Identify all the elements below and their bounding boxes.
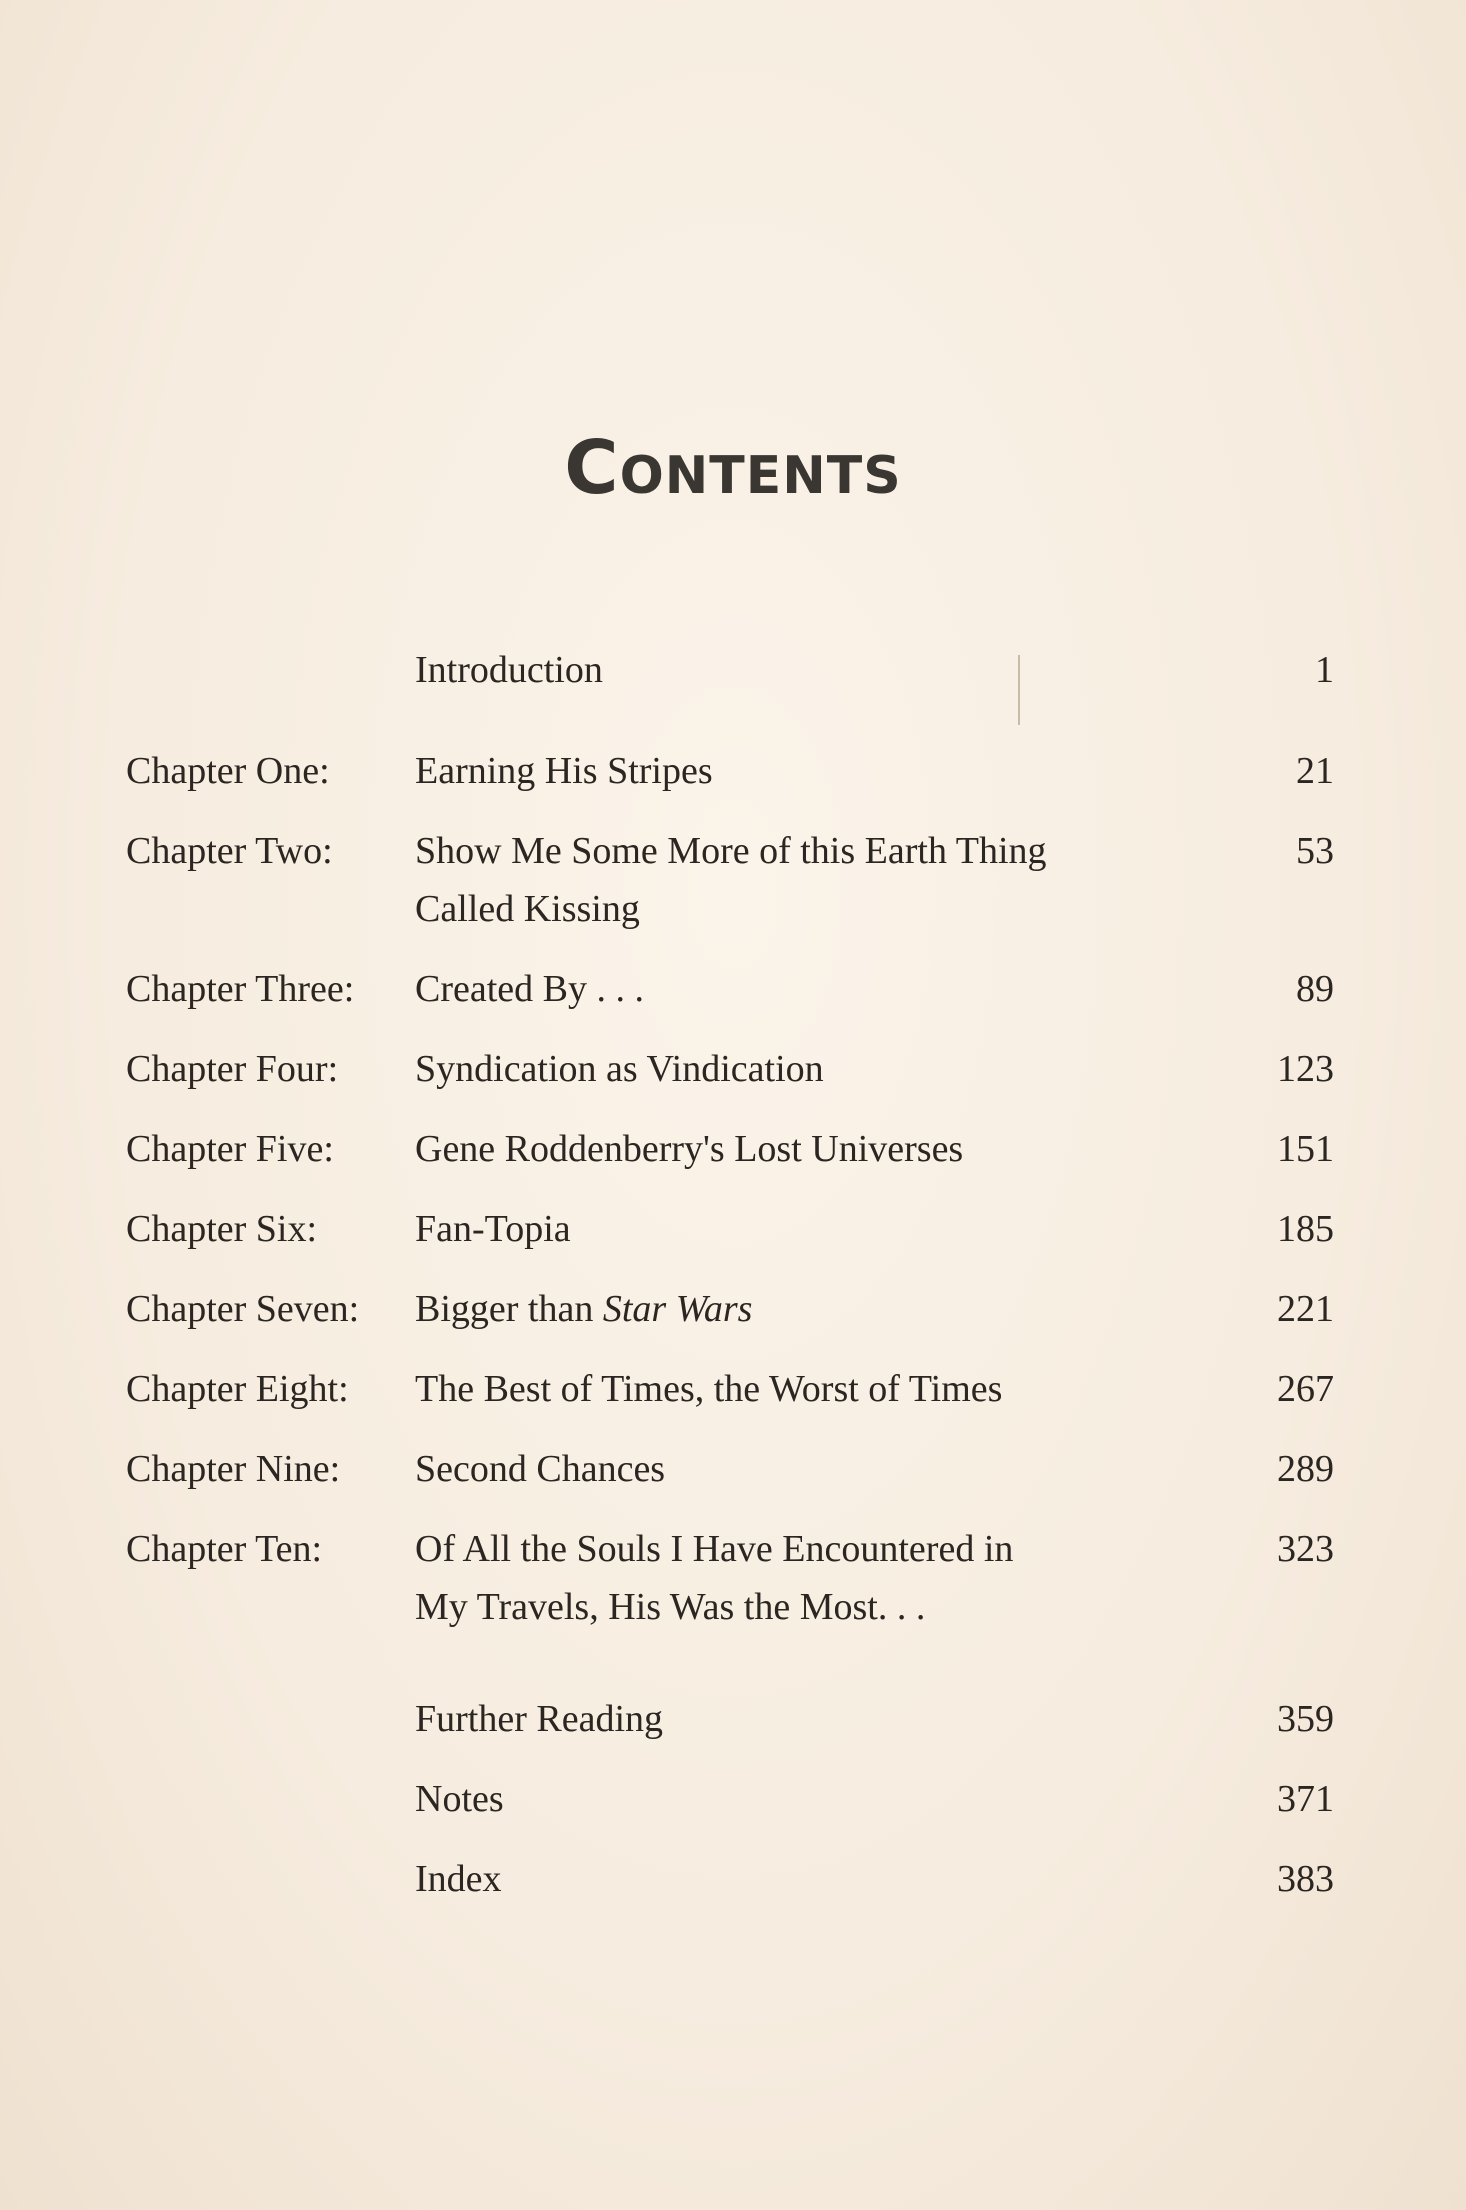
chapter-label: Chapter Five:	[126, 1128, 334, 1170]
entry-title: Syndication as Vindication	[415, 1048, 824, 1090]
entry-title-line-2: My Travels, His Was the Most. . .	[415, 1586, 926, 1628]
entry-title: Introduction	[415, 649, 603, 691]
entry-title: Second Chances	[415, 1448, 666, 1490]
entry-title-line-2: Called Kissing	[415, 888, 640, 930]
chapter-label: Chapter Ten:	[126, 1528, 323, 1570]
entry-title	[415, 1520, 1135, 1636]
chapter-label: Chapter Nine:	[126, 1448, 341, 1490]
page-number: 185	[1277, 1208, 1334, 1250]
entry-title: Further Reading	[415, 1698, 664, 1740]
page-number: 371	[1277, 1778, 1334, 1820]
page-number: 267	[1277, 1368, 1334, 1410]
chapter-label: Chapter Eight:	[126, 1368, 349, 1410]
chapter-label: Chapter One:	[126, 750, 330, 792]
page-number: 89	[1296, 968, 1334, 1010]
chapter-label: Chapter Two:	[126, 830, 333, 872]
entry-title-italic: Star Wars	[602, 1288, 753, 1330]
page-number: 383	[1277, 1858, 1334, 1900]
page-number: 1	[1315, 649, 1334, 691]
chapter-label: Chapter Six:	[126, 1208, 318, 1250]
page-number: 323	[1277, 1528, 1334, 1570]
entry-title	[415, 822, 1135, 938]
entry-title-line-1: Of All the Souls I Have Encountered in	[415, 1528, 1014, 1570]
entry-title: Gene Roddenberry's Lost Universes	[415, 1128, 964, 1170]
entry-title: The Best of Times, the Worst of Times	[415, 1368, 1003, 1410]
chapter-label: Chapter Four:	[126, 1048, 339, 1090]
entry-title: Notes	[415, 1778, 504, 1820]
entry-title	[415, 1280, 1135, 1338]
page-number: 359	[1277, 1698, 1334, 1740]
chapter-label: Chapter Seven:	[126, 1288, 360, 1330]
page-number: 151	[1277, 1128, 1334, 1170]
entry-title: Fan-Topia	[415, 1208, 571, 1250]
page-title: Contents	[564, 425, 902, 511]
page-number: 221	[1277, 1288, 1334, 1330]
entry-title-text: Bigger than	[415, 1288, 603, 1330]
page-number: 123	[1277, 1048, 1334, 1090]
entry-title: Earning His Stripes	[415, 750, 713, 792]
page-number: 53	[1296, 830, 1334, 872]
page-number: 21	[1296, 750, 1334, 792]
entry-title-line-1: Show Me Some More of this Earth Thing	[415, 830, 1047, 872]
page-number: 289	[1277, 1448, 1334, 1490]
entry-title: Created By . . .	[415, 968, 645, 1010]
chapter-label: Chapter Three:	[126, 968, 355, 1010]
entry-title: Index	[415, 1858, 502, 1900]
